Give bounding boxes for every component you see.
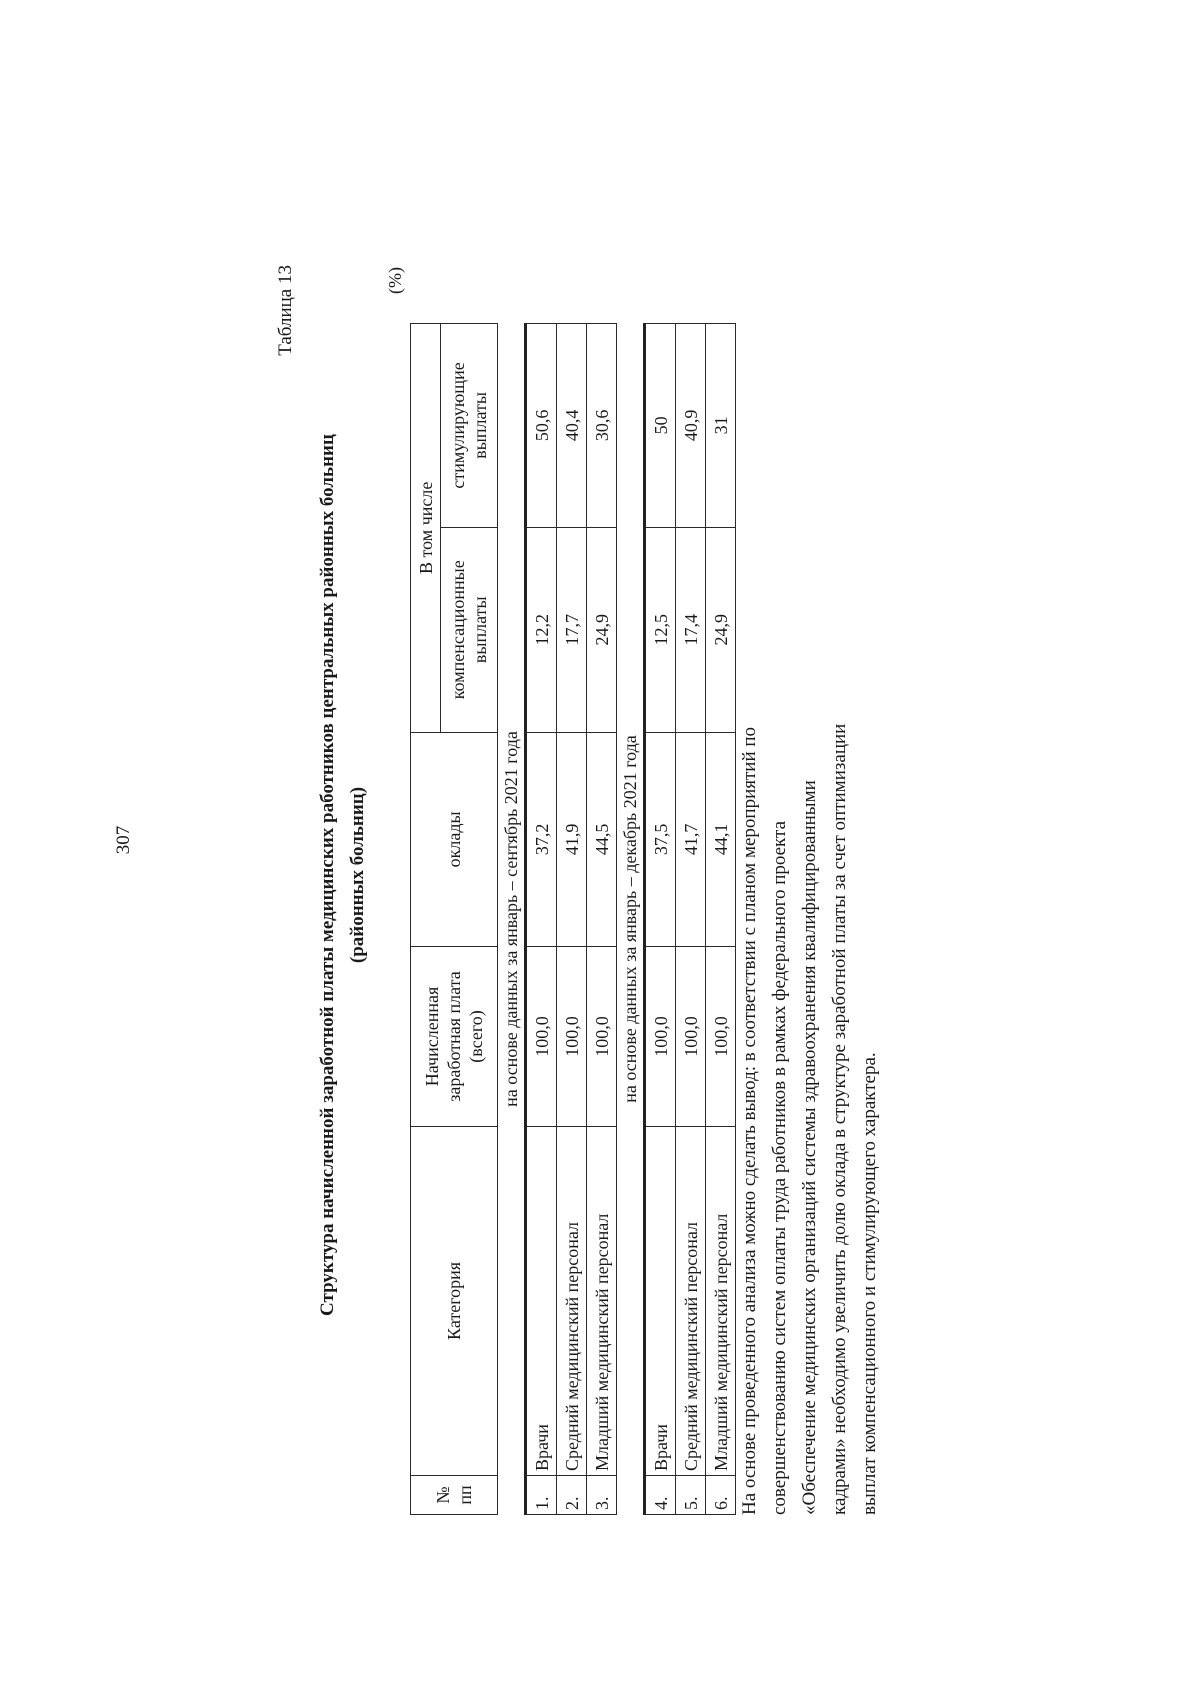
header-num <box>411 1476 498 1515</box>
row-num: 2. <box>557 1476 587 1515</box>
header-salary: оклады <box>411 732 498 946</box>
row-total: 100,0 <box>706 947 736 1127</box>
row-category: Младший медицинский персонал <box>706 1126 736 1475</box>
paragraph-line: На основе проведенного анализа можно сделать вывод: в соответствии с планом мероприятий по <box>739 726 760 1515</box>
row-total: 100,0 <box>526 947 557 1127</box>
row-salary: 41,7 <box>676 732 706 946</box>
page-number: 307 <box>113 825 134 855</box>
paragraph-line: совершенствованию систем оплаты труда работников в рамках федерального проекта <box>769 820 790 1515</box>
row-num: 3. <box>587 1476 617 1515</box>
row-comp: 17,7 <box>557 527 587 732</box>
header-stim <box>441 324 498 528</box>
row-num: 5. <box>676 1476 706 1515</box>
table-row <box>706 324 736 1515</box>
row-salary: 37,5 <box>645 732 676 946</box>
header-comp <box>441 527 498 732</box>
header-total-line-3: (всего) <box>466 1010 486 1063</box>
header-total-line-2: заработная плата <box>444 971 464 1102</box>
row-comp: 24,9 <box>706 527 736 732</box>
row-stim: 40,4 <box>557 324 587 528</box>
rotated-content <box>275 205 895 1545</box>
table-row <box>645 324 676 1515</box>
table-row <box>526 324 557 1515</box>
row-salary: 44,5 <box>587 732 617 946</box>
header-comp-line-2: выплаты <box>470 596 490 664</box>
header-comp-line-1: компенсационные <box>448 560 468 700</box>
section-title-row <box>498 324 526 1515</box>
row-total: 100,0 <box>676 947 706 1127</box>
section-title: на основе данных за январь – декабрь 2021 года <box>617 324 645 1515</box>
row-comp: 12,5 <box>645 527 676 732</box>
header-num-line-1: № <box>433 1486 453 1504</box>
row-num: 1. <box>526 1476 557 1515</box>
row-stim: 50,6 <box>526 324 557 528</box>
paragraph-line: выплат компенсационного и стимулирующего характера. <box>859 1052 880 1515</box>
row-total: 100,0 <box>587 947 617 1127</box>
header-stim-line-1: стимулирующие <box>448 362 468 489</box>
table-row <box>587 324 617 1515</box>
row-total: 100,0 <box>557 947 587 1127</box>
row-stim: 31 <box>706 324 736 528</box>
row-category: Врачи <box>526 1126 557 1475</box>
conclusion-paragraph <box>735 323 885 1515</box>
row-comp: 17,4 <box>676 527 706 732</box>
row-category: Врачи <box>645 1126 676 1475</box>
paragraph-line: «Обеспечение медицинских организаций системы здравоохранения квалифицированными <box>799 780 820 1515</box>
row-salary: 44,1 <box>706 732 736 946</box>
header-category: Категория <box>411 1126 498 1475</box>
paragraph-line: кадрами» необходимо увеличить долю оклада в структуре заработной платы за счет оптимизации <box>829 723 850 1515</box>
salary-structure-table <box>410 323 736 1515</box>
header-total-line-1: Начисленная <box>422 986 442 1087</box>
row-category: Средний медицинский персонал <box>676 1126 706 1475</box>
row-num: 6. <box>706 1476 736 1515</box>
row-comp: 24,9 <box>587 527 617 732</box>
row-category: Младший медицинский персонал <box>587 1126 617 1475</box>
unit-label: (%) <box>385 267 405 294</box>
row-comp: 12,2 <box>526 527 557 732</box>
table-row <box>676 324 706 1515</box>
row-salary: 41,9 <box>557 732 587 946</box>
row-category: Средний медицинский персонал <box>557 1126 587 1475</box>
row-stim: 40,9 <box>676 324 706 528</box>
row-total: 100,0 <box>645 947 676 1127</box>
section-title: на основе данных за январь – сентябрь 2021 года <box>498 324 526 1515</box>
table-row <box>557 324 587 1515</box>
header-stim-line-2: выплаты <box>470 392 490 459</box>
section-title-row <box>617 324 645 1515</box>
header-incl: В том числе <box>411 324 441 733</box>
row-stim: 50 <box>645 324 676 528</box>
row-salary: 37,2 <box>526 732 557 946</box>
document-title <box>313 205 373 1545</box>
header-num-line-2: пп <box>455 1485 475 1505</box>
title-line-1: Структура начисленной заработной платы медицинских работников центральных районных больниц <box>317 434 338 1316</box>
header-total <box>411 947 498 1127</box>
table-label: Таблица 13 <box>275 265 296 356</box>
title-line-2: (районных больниц) <box>347 786 368 964</box>
row-stim: 30,6 <box>587 324 617 528</box>
row-num: 4. <box>645 1476 676 1515</box>
